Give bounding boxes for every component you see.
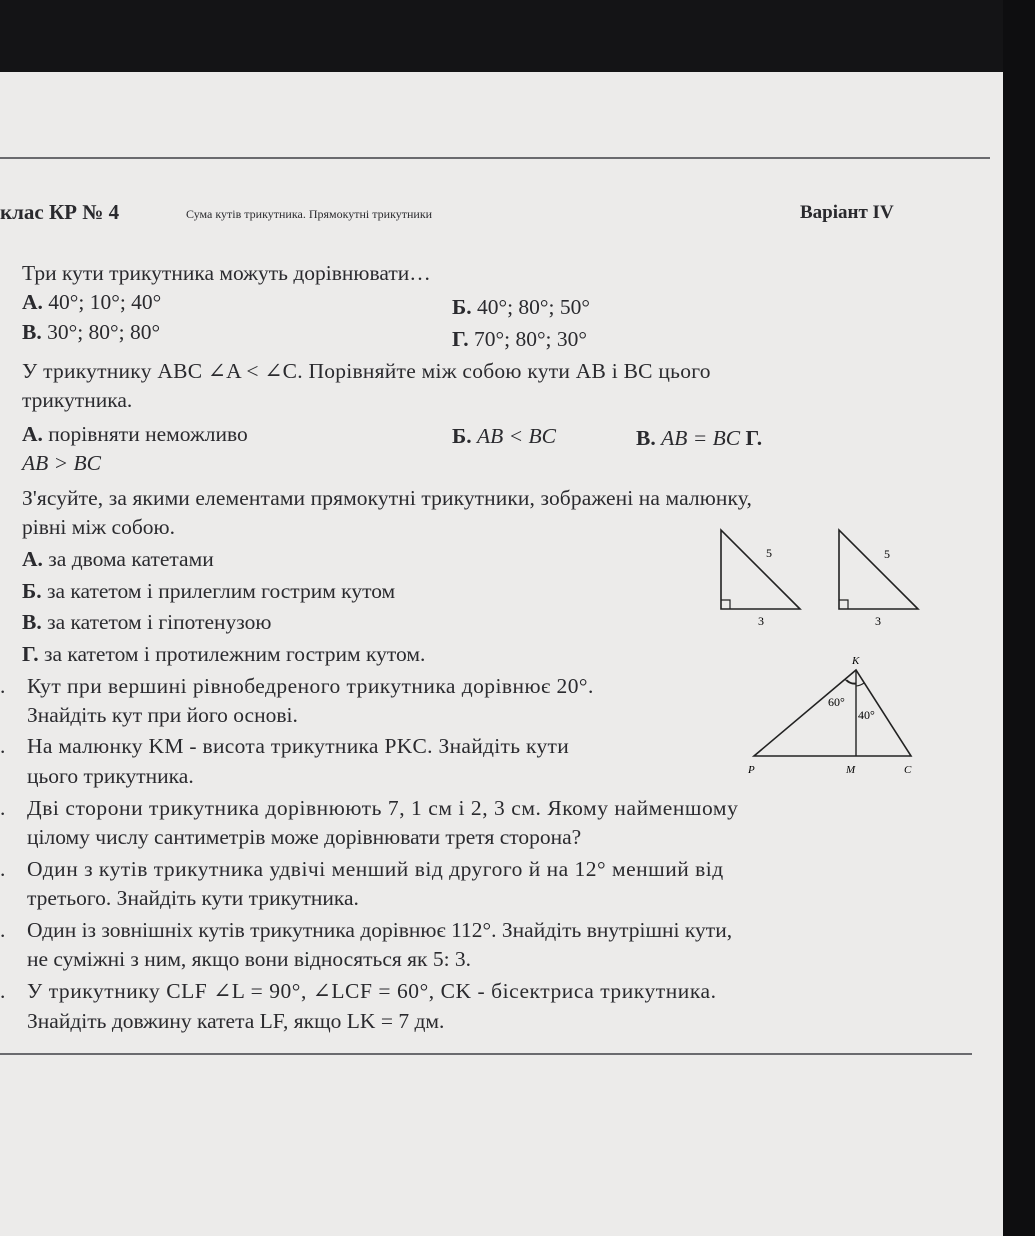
q3-option-b: Б. за катетом і прилеглим гострим кутом [22,579,396,603]
right-triangles-figure [700,520,940,635]
q1-option-b: Б. 40°; 80°; 50° [452,295,590,319]
q8-number: . [0,918,6,942]
angle-60-label: 60° [828,695,845,709]
q5-line1: На малюнку KM - висота трикутника PKC. Знайдіть кути [27,734,570,758]
q5-number: . [0,734,6,758]
q2-option-a: А. порівняти неможливо [22,422,248,446]
q1-option-a: А. 40°; 10°; 40° [22,290,162,314]
triangle-pkc [754,670,911,756]
monitor-bezel-right [1003,0,1035,1236]
variant-label: Варіант IV [800,202,894,223]
angle-40-label: 40° [858,708,875,722]
q4-number: . [0,674,6,698]
q7-line2: третього. Знайдіть кути трикутника. [27,886,359,910]
hypotenuse-label-1: 5 [766,546,772,560]
q7-line1: Один з кутів трикутника удвічі менший від другого й на 12° менший від [27,857,724,881]
q6-line2: цілому числу сантиметрів може дорівнювати третя сторона? [27,825,582,849]
q1-option-v: В. 30°; 80°; 80° [22,320,161,344]
angle-arc-40 [856,683,864,686]
q2-question-line2: трикутника. [22,388,133,412]
class-test-number: клас КР № 4 [0,200,120,224]
leg-label-2: 3 [875,614,881,628]
vertex-c-label: C [904,764,912,776]
triangle-pkc-figure [740,648,930,783]
vertex-k-label: K [852,655,860,667]
right-triangle-1 [721,530,800,628]
q2-question-line1: У трикутнику ABC ∠A < ∠C. Порівняйте між собою кути AB і BC цього [22,359,711,383]
bottom-rule [0,1053,972,1055]
vertex-p-label: P [748,764,755,776]
point-m-label: M [846,764,856,776]
right-triangle-2 [839,530,918,628]
q3-option-g: Г. за катетом і протилежним гострим кутом. [22,642,426,666]
q8-line1: Один із зовнішніх кутів трикутника дорівнює 112°. Знайдіть внутрішні кути, [27,918,733,942]
q2-option-v: В. AB = BC Г. [636,426,763,450]
q2-option-g-value: AB > BC [22,451,101,475]
q3-option-v: В. за катетом і гіпотенузою [22,610,272,634]
q9-number: . [0,979,6,1003]
q3-question-line2: рівні між собою. [22,515,175,539]
top-rule [0,157,990,159]
monitor-bezel-top [0,0,1035,72]
q6-number: . [0,796,6,820]
q4-line1: Кут при вершині рівнобедреного трикутника дорівнює 20°. [27,674,594,698]
q3-question-line1: З'ясуйте, за якими елементами прямокутні трикутники, зображені на малюнку, [22,486,752,510]
leg-label-1: 3 [758,614,764,628]
hypotenuse-label-2: 5 [884,547,890,561]
q5-line2: цього трикутника. [27,764,194,788]
q4-line2: Знайдіть кут при його основі. [27,703,298,727]
test-topic: Сума кутів трикутника. Прямокутні трикутники [186,207,433,221]
q2-option-b: Б. AB < BC [452,424,556,448]
q8-line2: не суміжні з ним, якщо вони відносяться як 5: 3. [27,947,472,971]
q6-line1: Дві сторони трикутника дорівнюють 7, 1 см і 2, 3 см. Якому найменшому [27,796,739,820]
q1-option-g: Г. 70°; 80°; 30° [452,327,588,351]
q3-option-a: А. за двома катетами [22,547,214,571]
q7-number: . [0,857,6,881]
test-header [0,200,1003,230]
q1-question: Три кути трикутника можуть дорівнювати… [22,261,431,285]
q9-line2: Знайдіть довжину катета LF, якщо LK = 7 дм. [27,1009,445,1033]
q9-line1: У трикутнику CLF ∠L = 90°, ∠LCF = 60°, CK - бісектриса трикутника. [27,979,717,1003]
